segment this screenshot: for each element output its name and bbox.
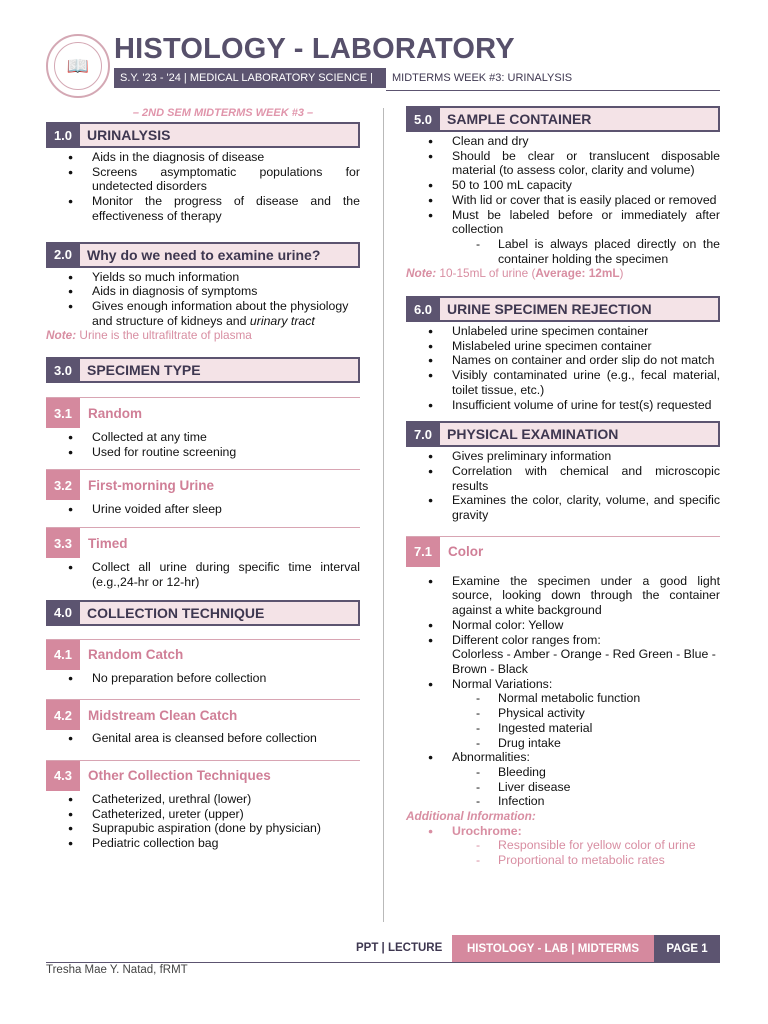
section-title: URINE SPECIMEN REJECTION (440, 296, 720, 322)
sub-list-item: - Responsible for yellow color of urine (452, 838, 720, 853)
right-column (406, 106, 720, 868)
section-number: 7.0 (406, 421, 440, 447)
color-range: Colorless - Amber - Orange - Red Green - Blue - Brown - Black (452, 647, 716, 676)
note-label: Note: (406, 266, 437, 281)
subsection-number: 3.2 (46, 470, 80, 500)
footer-course: HISTOLOGY - LAB | MIDTERMS (452, 935, 654, 962)
note-bold: Average: 12mL (535, 266, 620, 281)
sub-list-item: - Physical activity (452, 706, 720, 721)
label-sublist (452, 237, 720, 266)
urochrome-sublist (452, 838, 720, 867)
section-header-collection-technique (46, 600, 360, 626)
sub-list-item: - Liver disease (452, 780, 720, 795)
sub-list-item: - Normal metabolic function (452, 691, 720, 706)
week-label: – 2ND SEM MIDTERMS WEEK #3 – (132, 107, 314, 119)
list-item: ● Genital area is cleansed before collection (46, 731, 360, 746)
abnormal-sublist (452, 765, 720, 809)
list-item: ● Aids in the diagnosis of disease (46, 150, 360, 165)
left-column (46, 106, 360, 851)
list-item: ● Mislabeled urine specimen container (406, 339, 720, 354)
list-item: ● Insufficient volume of urine for test(s) requested (406, 398, 720, 413)
urinalysis-list (46, 150, 360, 224)
sub-list-item: - Proportional to metabolic rates (452, 853, 720, 868)
note-text: Urine is the ultrafiltrate of plasma (76, 328, 252, 343)
section-title: Why do we need to examine urine? (80, 242, 360, 268)
subsection-number: 3.3 (46, 528, 80, 558)
list-item: ● Examines the color, clarity, volume, and specific gravity (406, 493, 720, 522)
subsection-number: 4.1 (46, 640, 80, 670)
list-item: ● Aids in diagnosis of symptoms (46, 284, 360, 299)
page-number: PAGE 1 (654, 935, 720, 962)
list-item: ● 50 to 100 mL capacity (406, 178, 720, 193)
first-morning-list (46, 502, 360, 517)
subsection-title: First-morning Urine (88, 477, 215, 493)
abnormal-list (406, 750, 720, 765)
section-header-rejection (406, 296, 720, 322)
section-header-sample-container (406, 106, 720, 132)
color-list (406, 574, 720, 692)
subsection-title: Timed (88, 535, 128, 551)
list-item: ● Catheterized, ureter (upper) (46, 807, 360, 822)
list-item: ● Urine voided after sleep (46, 502, 360, 517)
list-item: ● Examine the specimen under a good light source, looking down through the container against a white background (406, 574, 720, 618)
subsection-number: 4.3 (46, 761, 80, 791)
section-title: SAMPLE CONTAINER (440, 106, 720, 132)
subsection-number: 3.1 (46, 398, 80, 428)
section-header-why-examine (46, 242, 360, 268)
subsection-header-timed (46, 527, 360, 558)
section-header-urinalysis (46, 122, 360, 148)
note-text: 10-15mL of urine ( (436, 266, 536, 281)
subsection-title: Midstream Clean Catch (88, 707, 238, 723)
section-title: URINALYSIS (80, 122, 360, 148)
list-item (46, 299, 360, 328)
university-logo (46, 34, 110, 98)
sample-container-list (406, 134, 720, 237)
list-item: ● Catheterized, urethral (lower) (46, 792, 360, 807)
book-seal-icon: 📖 (54, 42, 102, 90)
physical-exam-list (406, 449, 720, 523)
additional-info-label: Additional Information: (406, 809, 536, 824)
midstream-list (46, 731, 360, 746)
sub-list-item: - Bleeding (452, 765, 720, 780)
section-title: PHYSICAL EXAMINATION (440, 421, 720, 447)
subsection-title: Color (448, 544, 484, 560)
section-number: 2.0 (46, 242, 80, 268)
subsection-header-first-morning (46, 469, 360, 500)
section-number: 3.0 (46, 357, 80, 383)
section-number: 5.0 (406, 106, 440, 132)
list-item: ● Monitor the progress of disease and the effectiveness of therapy (46, 194, 360, 223)
list-item: ● Collected at any time (46, 430, 360, 445)
subsection-header-random-catch (46, 639, 360, 670)
random-list (46, 430, 360, 459)
sub-list-item: - Infection (452, 794, 720, 809)
list-item: ● Names on container and order slip do not match (406, 353, 720, 368)
list-item: ● Must be labeled before or immediately after collection (406, 208, 720, 237)
urochrome-list (406, 824, 720, 839)
list-item-italic: urinary tract (249, 313, 315, 328)
list-item: ● Used for routine screening (46, 445, 360, 460)
sub-list-item: - Label is always placed directly on the container holding the specimen (452, 237, 720, 266)
subsection-title: Other Collection Techniques (88, 768, 271, 784)
subsection-title: Random Catch (88, 647, 184, 663)
list-item: ● Should be clear or translucent disposable material (to assess color, clarity and volume) (406, 149, 720, 178)
section-number: 1.0 (46, 122, 80, 148)
list-item: ● Urochrome: (406, 824, 720, 839)
list-item: ● Yields so much information (46, 270, 360, 285)
list-item: ● Abnormalities: (406, 750, 720, 765)
sub-list-item: - Drug intake (452, 736, 720, 751)
list-item: ● With lid or cover that is easily placed or removed (406, 193, 720, 208)
subsection-header-color (406, 536, 720, 567)
why-examine-list (46, 270, 360, 329)
subtitle-bar: S.Y. '23 - '24 | MEDICAL LABORATORY SCIENCE | (114, 68, 386, 88)
list-item (406, 633, 720, 677)
footer-divider (46, 962, 720, 963)
sub-list-item: - Ingested material (452, 721, 720, 736)
list-item-text: Different color ranges from: (452, 632, 601, 647)
subsection-header-midstream (46, 699, 360, 730)
list-item: ● Correlation with chemical and microscopic results (406, 464, 720, 493)
list-item: ● Unlabeled urine specimen container (406, 324, 720, 339)
list-item: ● No preparation before collection (46, 671, 360, 686)
section-number: 4.0 (46, 600, 80, 626)
note-volume (406, 266, 720, 281)
list-item: ● Normal Variations: (406, 677, 720, 692)
rejection-list (406, 324, 720, 412)
author-name: Tresha Mae Y. Natad, fRMT (46, 964, 188, 976)
column-divider (383, 108, 384, 922)
list-item-text: Gives enough information about the physiology and structure of kidneys and (92, 298, 349, 328)
list-item: ● Normal color: Yellow (406, 618, 720, 633)
header-divider (386, 90, 720, 91)
subsection-number: 4.2 (46, 700, 80, 730)
random-catch-list (46, 671, 360, 686)
note-plasma (46, 328, 360, 343)
list-item: ● Collect all urine during specific time interval (e.g.,24-hr or 12-hr) (46, 560, 360, 589)
list-item: ● Clean and dry (406, 134, 720, 149)
timed-list (46, 560, 360, 589)
list-item: ● Pediatric collection bag (46, 836, 360, 851)
section-title: SPECIMEN TYPE (80, 357, 360, 383)
footer-label: PPT | LECTURE (356, 942, 443, 954)
list-item: ● Visibly contaminated urine (e.g., fecal material, toilet tissue, etc.) (406, 368, 720, 397)
page-title: HISTOLOGY - LABORATORY (114, 33, 515, 65)
subtitle-topic: MIDTERMS WEEK #3: URINALYSIS (392, 72, 573, 84)
section-header-specimen-type (46, 357, 360, 383)
subsection-header-random (46, 397, 360, 428)
list-item: ● Suprapubic aspiration (done by physician) (46, 821, 360, 836)
section-number: 6.0 (406, 296, 440, 322)
subsection-header-other-techniques (46, 760, 360, 791)
list-item: ● Gives preliminary information (406, 449, 720, 464)
other-techniques-list (46, 792, 360, 851)
subsection-title: Random (88, 405, 142, 421)
note-label: Note: (46, 328, 77, 343)
list-item: ● Screens asymptomatic populations for undetected disorders (46, 165, 360, 194)
section-header-physical-exam (406, 421, 720, 447)
note-end: ) (619, 266, 624, 281)
variations-sublist (452, 691, 720, 750)
subsection-number: 7.1 (406, 537, 440, 567)
section-title: COLLECTION TECHNIQUE (80, 600, 360, 626)
